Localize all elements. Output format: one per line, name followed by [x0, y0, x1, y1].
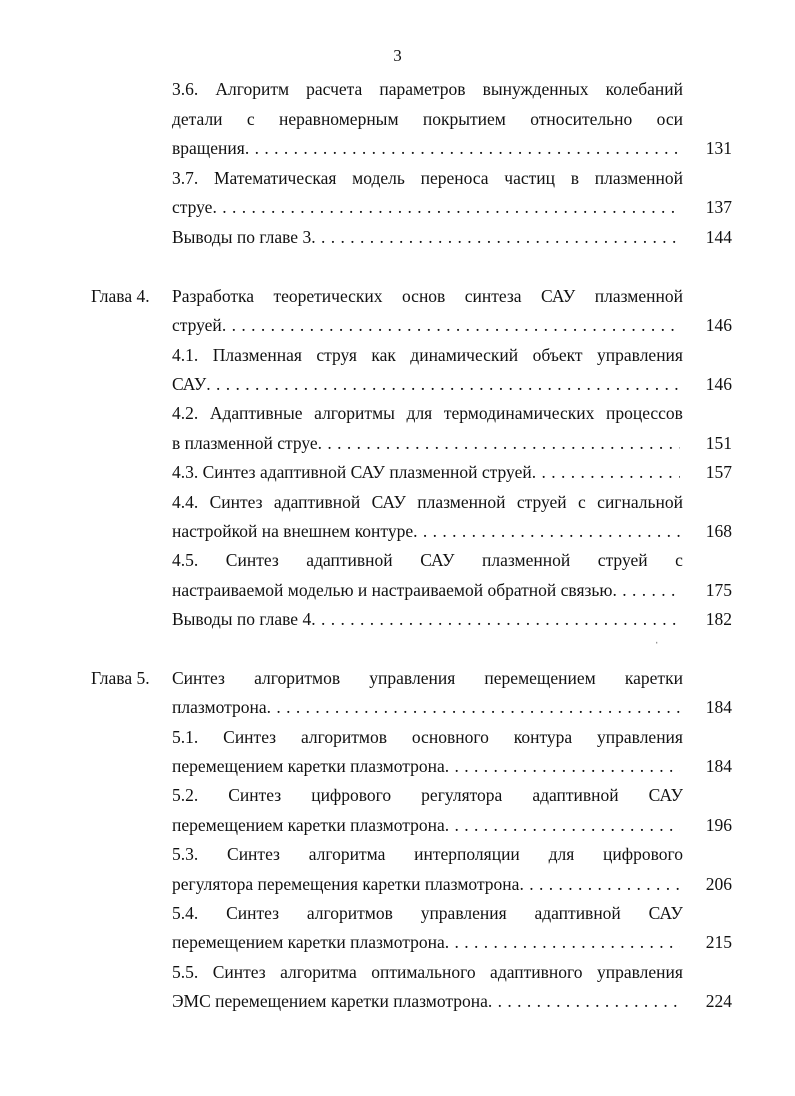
toc-page-number: 184 — [705, 697, 732, 717]
toc-word: 5.1. — [172, 727, 199, 747]
toc-word: Синтез — [209, 492, 263, 512]
toc-s3_6-line3[interactable] — [172, 133, 680, 163]
toc-word: адаптивной — [273, 492, 361, 512]
toc-s4_4-line2[interactable] — [172, 516, 680, 546]
toc-s4_4-line1 — [172, 487, 683, 517]
toc-entry-text: струе — [172, 197, 213, 217]
toc-word: с — [578, 492, 586, 512]
toc-word: САУ — [648, 785, 683, 805]
leader-dots — [488, 986, 680, 1016]
toc-word: Синтез — [225, 550, 279, 570]
toc-word: САУ — [371, 492, 406, 512]
toc-s4_1-line1 — [172, 340, 683, 370]
page-number: 3 — [393, 46, 402, 65]
toc-word: параметров — [379, 79, 466, 99]
toc-page-number: 168 — [705, 521, 732, 541]
toc-ch4-line2[interactable] — [172, 310, 680, 340]
toc-word: Синтез — [212, 962, 266, 982]
toc-word: 4.4. — [172, 492, 199, 512]
toc-page-number: 144 — [705, 227, 732, 247]
leader-dots — [311, 222, 680, 252]
toc-word: управления — [597, 345, 683, 365]
toc-s5_5-line2[interactable] — [172, 986, 680, 1016]
toc-entry-text: перемещением каретки плазмотрона — [172, 756, 445, 776]
toc-s4_2-line2[interactable] — [172, 428, 680, 458]
toc-word: частиц — [504, 168, 555, 188]
toc-word: САУ — [420, 550, 455, 570]
toc-word: расчета — [306, 79, 363, 99]
toc-page-number: 151 — [705, 433, 732, 453]
toc-page-number: 175 — [705, 580, 732, 600]
toc-word: алгоритмов — [254, 668, 341, 688]
toc-page-number: 146 — [705, 315, 732, 335]
leader-dots — [311, 604, 680, 634]
toc-s4_5-line1 — [172, 545, 683, 575]
toc-word: 4.2. — [172, 403, 199, 423]
toc-word: как — [371, 345, 396, 365]
toc-entry-text: Выводы по главе 3 — [172, 227, 312, 247]
toc-word: цифрового — [603, 844, 683, 864]
toc-s4_3[interactable] — [172, 457, 680, 487]
toc-word: струей — [516, 492, 567, 512]
toc-s4_2-line1 — [172, 398, 683, 428]
toc-page-number: 182 — [705, 609, 732, 629]
toc-s5_3-line2[interactable] — [172, 869, 680, 899]
chapter-label: Глава 4. — [91, 286, 150, 306]
leader-dots — [413, 516, 680, 546]
toc-word: Математическая — [213, 168, 337, 188]
toc-page-number: 206 — [705, 874, 732, 894]
toc-word: с — [675, 550, 683, 570]
toc-word: для — [406, 403, 433, 423]
toc-word: управления — [420, 903, 507, 923]
toc-word: регулятора — [421, 785, 503, 805]
toc-entry-text: Выводы по главе 4 — [172, 609, 312, 629]
toc-word: Синтез — [227, 844, 280, 864]
toc-entry-text: вращения — [172, 138, 245, 158]
toc-word: с — [246, 109, 255, 129]
toc-word: адаптивной — [306, 550, 393, 570]
toc-word: основ — [401, 286, 446, 306]
toc-s5_4-line1 — [172, 898, 683, 928]
toc-ch5-line1 — [172, 663, 683, 693]
toc-word: детали — [172, 109, 223, 129]
toc-word: оси — [656, 109, 683, 129]
toc-word: динамический — [410, 345, 519, 365]
toc-page-number: 157 — [705, 462, 732, 482]
toc-word: покрытием — [422, 109, 506, 129]
toc-word: САУ — [648, 903, 683, 923]
leader-dots — [267, 692, 680, 722]
toc-entry-text: САУ — [172, 374, 207, 394]
toc-page-number: 215 — [705, 932, 732, 952]
leader-dots — [212, 192, 680, 222]
toc-word: струя — [316, 345, 357, 365]
toc-s5_5-line1 — [172, 957, 683, 987]
leader-dots — [445, 810, 680, 840]
toc-word: 4.5. — [172, 550, 199, 570]
toc-word: Разработка — [172, 286, 255, 306]
leader-dots — [445, 751, 680, 781]
leader-dots — [532, 457, 680, 487]
toc-word: Синтез — [228, 785, 282, 805]
leader-dots — [245, 133, 680, 163]
toc-word: адаптивной — [534, 903, 621, 923]
toc-word: основного — [411, 727, 489, 747]
toc-word: модель — [352, 168, 405, 188]
toc-entry-text: регулятора перемещения каретки плазмотрона — [172, 874, 520, 894]
toc-entry-text: настраиваемой моделью и настраиваемой обратной связью — [172, 580, 613, 600]
toc-word: интерполяции — [414, 844, 520, 864]
toc-s4_5-line2[interactable] — [172, 575, 680, 605]
toc-page-number: 224 — [705, 991, 732, 1011]
toc-ch3-conclusions[interactable] — [172, 222, 680, 252]
toc-word: управления — [369, 668, 456, 688]
toc-word: относительно — [530, 109, 633, 129]
toc-s5_4-line2[interactable] — [172, 927, 680, 957]
toc-word: алгоритма — [280, 962, 357, 982]
toc-s5_1-line2[interactable] — [172, 751, 680, 781]
toc-word: 4.1. — [172, 345, 199, 365]
toc-word: Плазменная — [212, 345, 302, 365]
toc-word: вынужденных — [482, 79, 589, 99]
toc-entry-text: 4.3. Синтез адаптивной САУ плазменной струей — [172, 462, 532, 482]
toc-word: 5.4. — [172, 903, 199, 923]
toc-word: в — [570, 168, 579, 188]
toc-entry-text: струей — [172, 315, 222, 335]
toc-ch4-line1 — [172, 281, 683, 311]
toc-entry-text: ЭМС перемещением каретки плазмотрона — [172, 991, 488, 1011]
toc-s5_2-line1 — [172, 780, 683, 810]
toc-word: Синтез — [172, 668, 225, 688]
toc-word: переноса — [420, 168, 489, 188]
toc-word: плазменной — [482, 550, 571, 570]
toc-word: для — [548, 844, 575, 864]
toc-s5_2-line2[interactable] — [172, 810, 680, 840]
toc-word: алгоритмов — [306, 903, 393, 923]
leader-dots — [612, 575, 680, 605]
leader-dots — [318, 428, 680, 458]
toc-word: объект — [532, 345, 583, 365]
toc-s3_7-line2[interactable] — [172, 192, 680, 222]
chapter-label: Глава 5. — [91, 668, 150, 688]
toc-word: цифрового — [311, 785, 392, 805]
toc-page-number: 137 — [705, 197, 732, 217]
toc-word: управления — [596, 962, 683, 982]
toc-word: 5.5. — [172, 962, 199, 982]
toc-word: адаптивной — [532, 785, 619, 805]
toc-entry-text: перемещением каретки плазмотрона — [172, 932, 445, 952]
toc-s5_3-line1 — [172, 839, 683, 869]
toc-word: процессов — [605, 403, 683, 423]
toc-word: плазменной — [594, 168, 683, 188]
toc-page-number: 131 — [705, 138, 732, 158]
toc-s3_6-line1 — [172, 74, 683, 104]
toc-word: плазменной — [594, 286, 683, 306]
toc-page-number: 196 — [705, 815, 732, 835]
toc-word: термодинамических — [443, 403, 595, 423]
toc-word: Адаптивные — [209, 403, 303, 423]
toc-word: САУ — [541, 286, 576, 306]
toc-word: колебаний — [605, 79, 683, 99]
toc-word: теоретических — [273, 286, 383, 306]
toc-entry-text: в плазменной струе — [172, 433, 318, 453]
toc-word: неравномерным — [279, 109, 399, 129]
leader-dots — [206, 369, 680, 399]
leader-dots — [445, 927, 680, 957]
toc-word: 3.6. — [172, 79, 199, 99]
leader-dots — [519, 869, 680, 899]
stray-mark: ˌ — [655, 632, 659, 644]
toc-word: алгоритмов — [300, 727, 387, 747]
toc-word: Синтез — [223, 727, 277, 747]
leader-dots — [222, 310, 680, 340]
toc-word: сигнальной — [597, 492, 683, 512]
toc-word: 3.7. — [172, 168, 199, 188]
toc-word: адаптивного — [490, 962, 583, 982]
toc-page-number: 184 — [705, 756, 732, 776]
toc-entry-text: настройкой на внешнем контуре — [172, 521, 414, 541]
toc-word: Синтез — [226, 903, 280, 923]
toc-ch4-conclusions[interactable] — [172, 604, 680, 634]
toc-word: алгоритма — [308, 844, 386, 864]
toc-word: алгоритмы — [314, 403, 395, 423]
toc-word: контура — [513, 727, 573, 747]
toc-word: плазменной — [417, 492, 506, 512]
toc-word: 5.3. — [172, 844, 199, 864]
toc-s3_7-line1 — [172, 163, 683, 193]
toc-word: струей — [597, 550, 648, 570]
toc-page-number: 146 — [705, 374, 732, 394]
toc-word: каретки — [624, 668, 683, 688]
toc-word: 5.2. — [172, 785, 199, 805]
toc-entry-text: плазмотрона — [172, 697, 267, 717]
toc-s4_1-line2[interactable] — [172, 369, 680, 399]
toc-word: синтеза — [464, 286, 522, 306]
toc-word: управления — [597, 727, 683, 747]
toc-s3_6-line2 — [172, 104, 683, 134]
toc-s5_1-line1 — [172, 722, 683, 752]
toc-word: перемещением — [484, 668, 596, 688]
toc-word: Алгоритм — [215, 79, 290, 99]
toc-ch5-line2[interactable] — [172, 692, 680, 722]
toc-word: оптимального — [371, 962, 476, 982]
toc-entry-text: перемещением каретки плазмотрона — [172, 815, 445, 835]
